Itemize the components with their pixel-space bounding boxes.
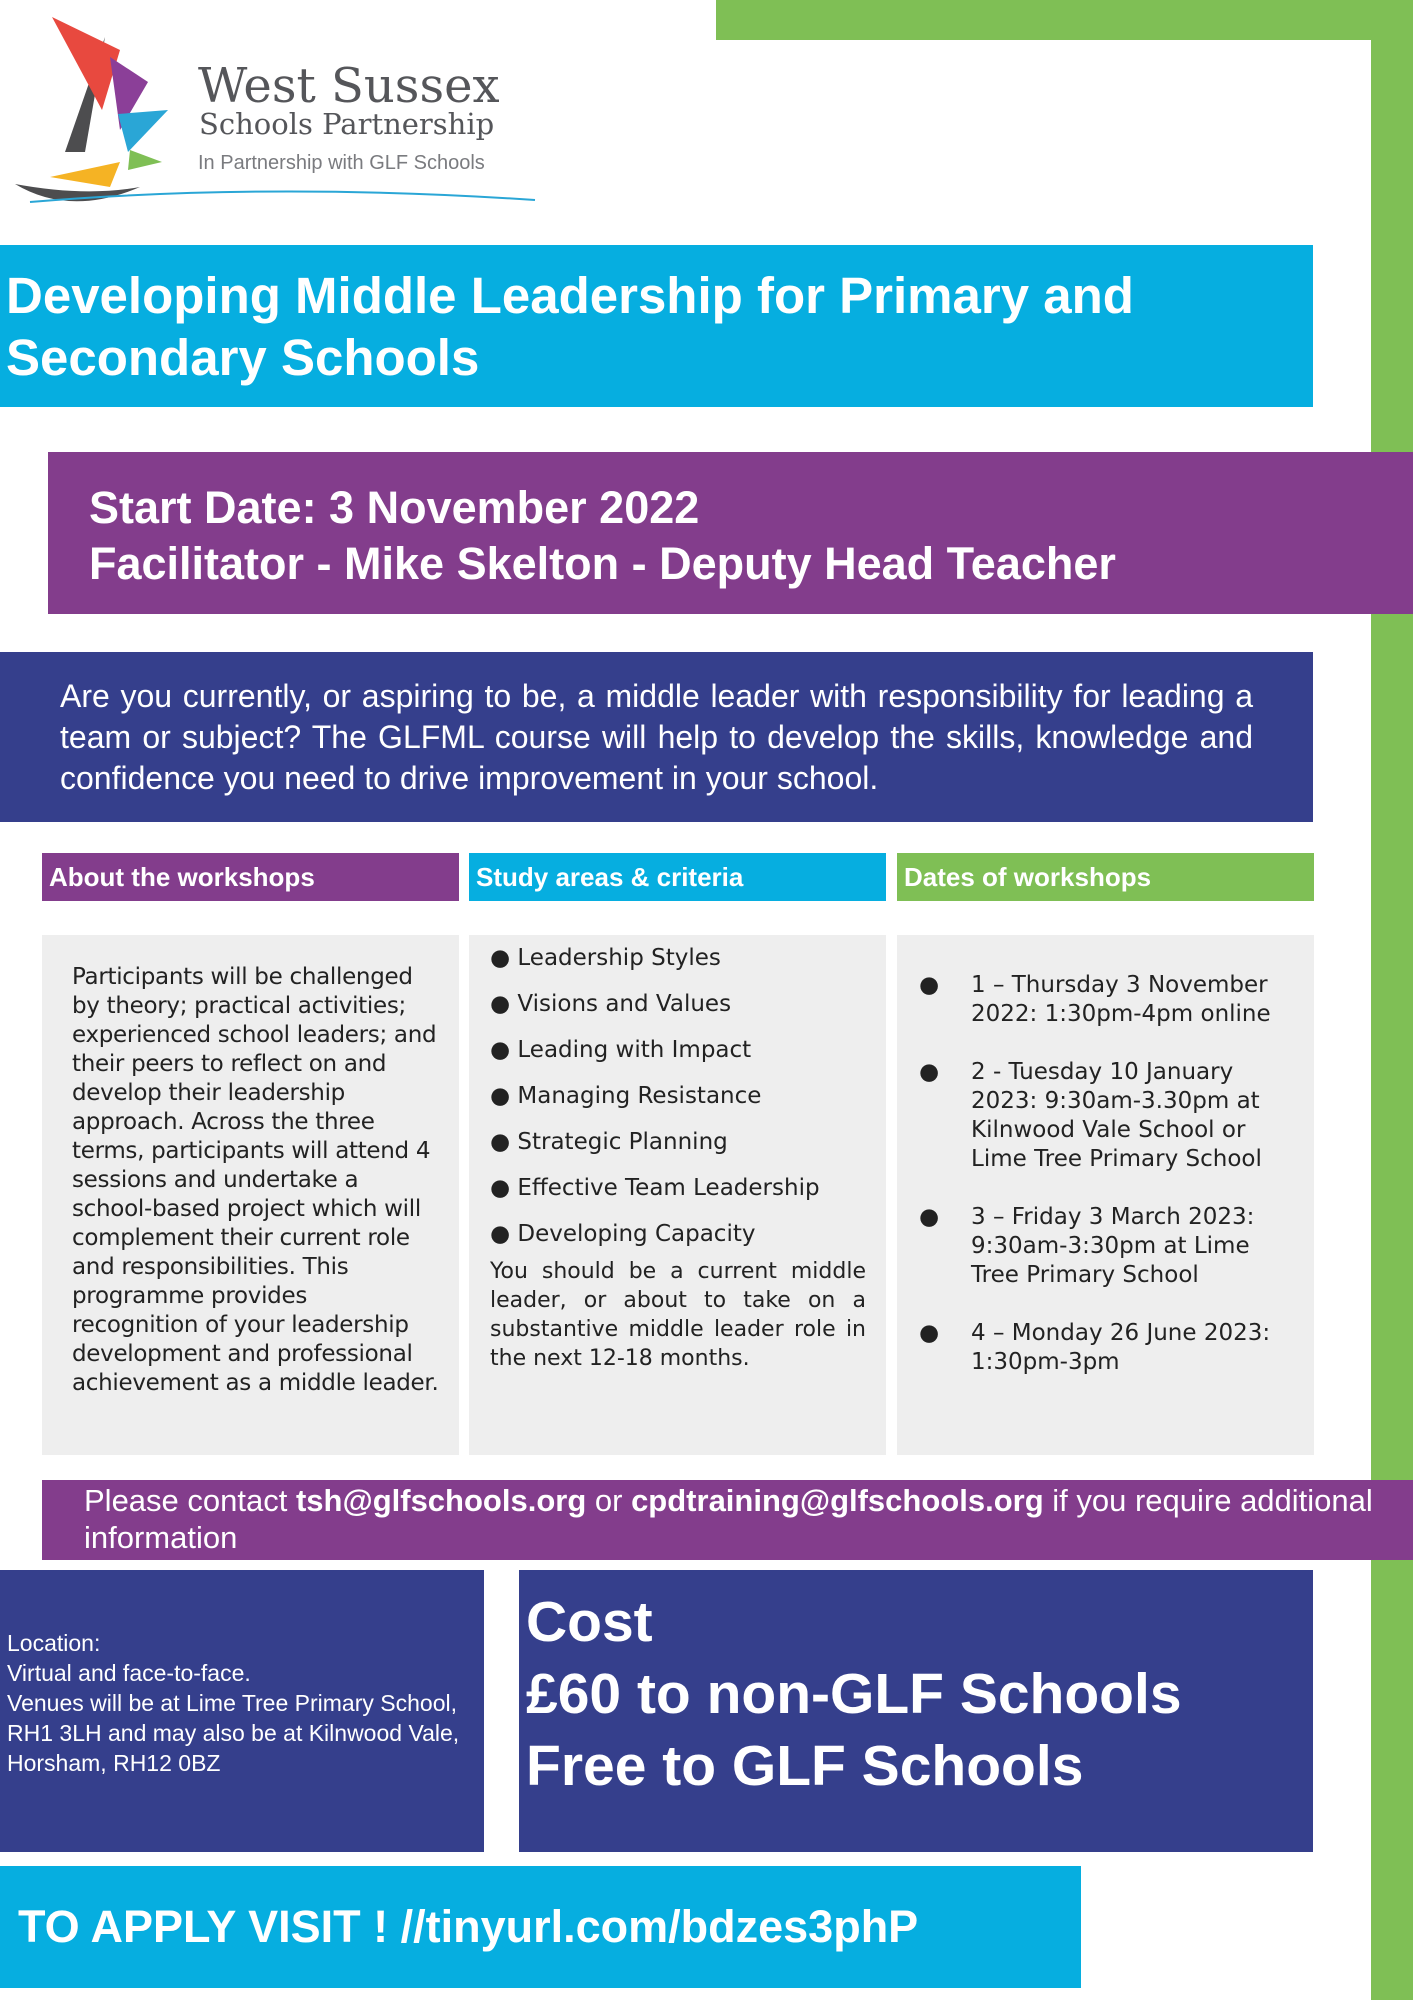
sail-green xyxy=(128,150,162,170)
list-item: ● Leadership Styles xyxy=(490,945,721,971)
intro-text: Are you currently, or aspiring to be, a middle leader with responsibility for leading a team or subject? The GLFML course will help to develop the skills, knowledge and confidence you need to drive improvement in your school. xyxy=(60,678,1253,796)
bullet-icon: ● xyxy=(490,1129,511,1155)
dates-panel xyxy=(897,935,1314,1455)
bullet-icon: ● xyxy=(490,945,511,971)
cost-glf: Free to GLF Schools xyxy=(526,1734,1084,1798)
page-title xyxy=(6,265,1313,389)
sail-blue xyxy=(118,110,168,152)
logo-partner: In Partnership with GLF Schools xyxy=(198,152,485,174)
contact-text: Please contact tsh@glfschools.org or cpdtraining@glfschools.org if you require additional information xyxy=(84,1483,1373,1555)
contact-banner xyxy=(42,1480,1413,1560)
cost-panel xyxy=(519,1570,1313,1852)
location-panel xyxy=(0,1570,484,1852)
location-label: Location: xyxy=(7,1630,101,1656)
list-item: ● Managing Resistance xyxy=(490,1083,762,1109)
green-frame-right xyxy=(1371,0,1413,2000)
bullet-icon: ● xyxy=(490,1037,511,1063)
study-list xyxy=(490,935,866,1257)
list-item: ● 4 – Monday 26 June 2023: 1:30pm-3pm xyxy=(919,1320,1271,1375)
apply-link[interactable]: TO APPLY VISIT ! //tinyurl.com/bdzes3phP xyxy=(18,1901,919,1952)
bullet-icon: ● xyxy=(490,991,511,1017)
list-item: ● Leading with Impact xyxy=(490,1037,752,1063)
study-heading: Study areas & criteria xyxy=(469,853,886,901)
list-item: ● 3 – Friday 3 March 2023: 9:30am-3:30pm at Lime Tree Primary School xyxy=(919,1204,1255,1288)
logo-title: West Sussex xyxy=(198,58,500,114)
cost-heading: Cost xyxy=(526,1590,653,1654)
study-note: You should be a current middle leader, or about to take on a substantive middle leader role in the next 12-18 months. xyxy=(490,1259,866,1371)
intro-banner xyxy=(0,652,1313,822)
study-panel xyxy=(469,935,886,1455)
start-date: Start Date: 3 November 2022 xyxy=(89,482,700,533)
bullet-icon: ● xyxy=(490,1175,511,1201)
bullet-icon: ● xyxy=(919,1320,940,1346)
start-date-banner xyxy=(48,452,1413,614)
email-link-cpd[interactable]: cpdtraining@glfschools.org xyxy=(631,1483,1044,1518)
list-item: ● Effective Team Leadership xyxy=(490,1175,820,1201)
list-item: ● Developing Capacity xyxy=(490,1221,756,1247)
apply-banner xyxy=(0,1866,1081,1988)
dates-list xyxy=(919,971,1294,1377)
bullet-icon: ● xyxy=(919,972,940,998)
title-line-2: Secondary Schools xyxy=(6,329,480,386)
list-item: ● Visions and Values xyxy=(490,991,732,1017)
green-frame-top xyxy=(716,0,1413,40)
logo-subtitle: Schools Partnership xyxy=(199,107,495,141)
location-line-1: Virtual and face-to-face. xyxy=(7,1660,251,1686)
bullet-icon: ● xyxy=(919,1204,940,1230)
bullet-icon: ● xyxy=(490,1083,511,1109)
bullet-icon: ● xyxy=(919,1059,940,1085)
location-line-2: Venues will be at Lime Tree Primary School, RH1 3LH and may also be at Kilnwood Vale, Horsham, RH12 0BZ xyxy=(7,1690,460,1776)
sail-yellow xyxy=(50,162,120,187)
about-heading: About the workshops xyxy=(42,853,459,901)
list-item: ● 1 – Thursday 3 November 2022: 1:30pm-4pm online xyxy=(919,972,1271,1027)
cost-non-glf: £60 to non-GLF Schools xyxy=(526,1662,1182,1726)
about-panel xyxy=(42,935,459,1455)
dates-heading: Dates of workshops xyxy=(897,853,1314,901)
email-link-tsh[interactable]: tsh@glfschools.org xyxy=(295,1483,587,1518)
list-item: ● Strategic Planning xyxy=(490,1129,728,1155)
title-line-1: Developing Middle Leadership for Primary and xyxy=(6,267,1134,324)
bullet-icon: ● xyxy=(490,1221,511,1247)
about-text: Participants will be challenged by theory; practical activities; experienced school leaders; and their peers to reflect on and develop their leadership approach. Across the three terms, participants will attend 4 sessions and undertake a school-based project which will complement their current role and responsibilities. This programme provides recognition of your leadership development and professional achievement as a middle leader. xyxy=(72,964,439,1396)
facilitator: Facilitator - Mike Skelton - Deputy Head Teacher xyxy=(89,538,1116,589)
title-banner xyxy=(0,245,1313,407)
list-item: ● 2 - Tuesday 10 January 2023: 9:30am-3.30pm at Kilnwood Vale School or Lime Tree Primary School xyxy=(919,1059,1262,1172)
